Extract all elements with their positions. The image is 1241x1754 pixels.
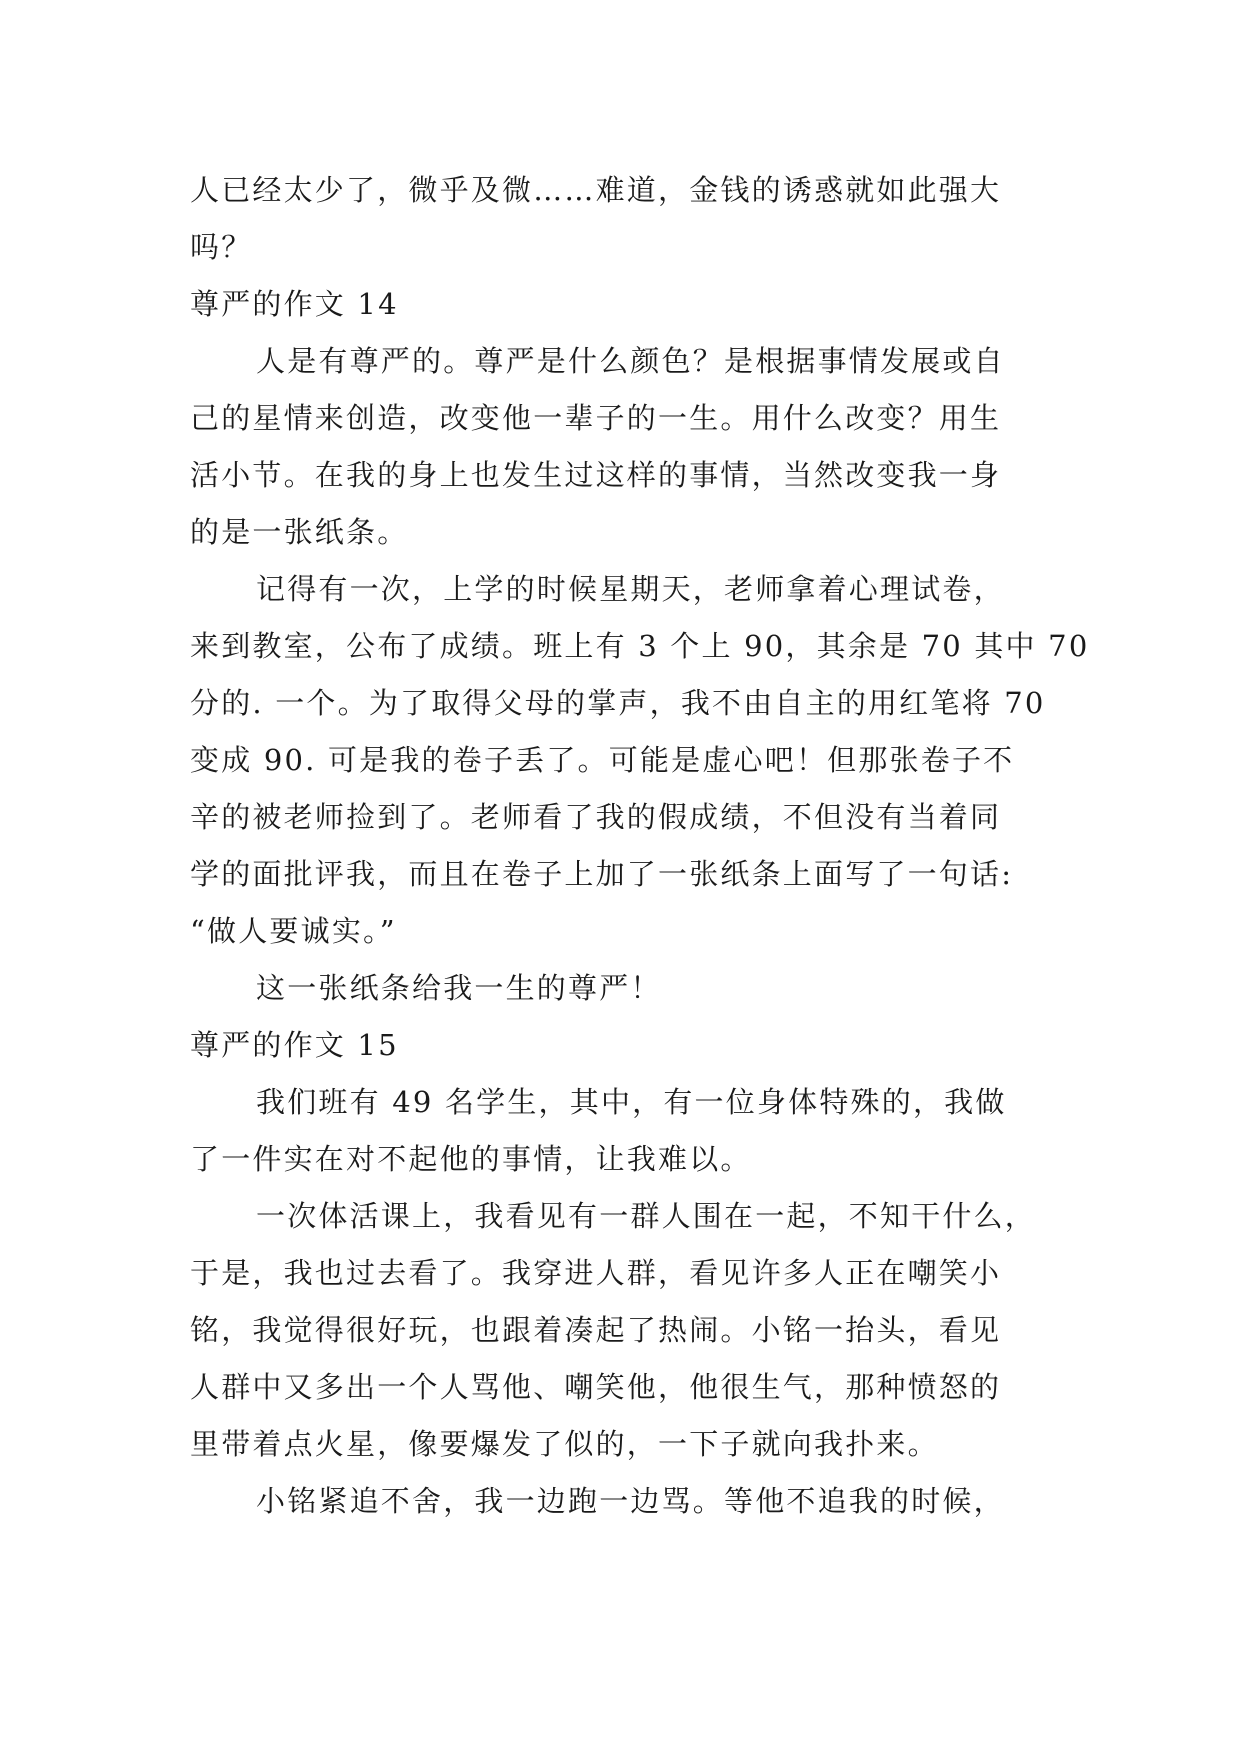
text-line: 铭，我觉得很好玩，也跟着凑起了热闹。小铭一抬头，看见 xyxy=(190,1313,1002,1347)
text-line: 里带着点火星，像要爆发了似的，一下子就向我扑来。 xyxy=(190,1427,939,1461)
paragraph-start: 记得有一次，上学的时候星期天，老师拿着心理试卷， xyxy=(256,572,1005,606)
text-line: 人群中又多出一个人骂他、嘲笑他，他很生气，那种愤怒的 xyxy=(190,1370,1002,1404)
paragraph-start: 小铭紧追不舍，我一边跑一边骂。等他不追我的时候， xyxy=(256,1484,1005,1518)
text-line: 的是一张纸条。 xyxy=(190,515,409,549)
text-line: 学的面批评我，而且在卷子上加了一张纸条上面写了一句话: xyxy=(190,857,1014,891)
section-heading: 尊严的作文 15 xyxy=(190,1028,399,1062)
text-line: 辛的被老师捡到了。老师看了我的假成绩，不但没有当着同 xyxy=(190,800,1002,834)
text-line: 了一件实在对不起他的事情，让我难以。 xyxy=(190,1142,752,1176)
text-line: 来到教室，公布了成绩。班上有 3 个上 90，其余是 70 其中 70 xyxy=(190,629,1090,663)
text-line: 吗？ xyxy=(190,230,253,264)
paragraph-start: 人是有尊严的。尊严是什么颜色？是根据事情发展或自 xyxy=(256,344,1005,378)
text-line: “做人要诚实。” xyxy=(190,914,397,948)
text-line: 分的. 一个。为了取得父母的掌声，我不由自主的用红笔将 70 xyxy=(190,686,1046,720)
section-heading: 尊严的作文 14 xyxy=(190,287,399,321)
text-line: 于是，我也过去看了。我穿进人群，看见许多人正在嘲笑小 xyxy=(190,1256,1002,1290)
text-line: 活小节。在我的身上也发生过这样的事情，当然改变我一身 xyxy=(190,458,1002,492)
text-line: 人已经太少了，微乎及微……难道，金钱的诱惑就如此强大 xyxy=(190,173,1002,207)
paragraph-start: 这一张纸条给我一生的尊严！ xyxy=(256,971,662,1005)
paragraph-start: 我们班有 49 名学生，其中，有一位身体特殊的，我做 xyxy=(256,1085,1007,1119)
paragraph-start: 一次体活课上，我看见有一群人围在一起，不知干什么， xyxy=(256,1199,1037,1233)
text-line: 变成 90. 可是我的卷子丢了。可能是虚心吧！但那张卷子不 xyxy=(190,743,1015,777)
document-page xyxy=(190,162,1090,1530)
text-line: 己的星情来创造，改变他一辈子的一生。用什么改变？用生 xyxy=(190,401,1002,435)
